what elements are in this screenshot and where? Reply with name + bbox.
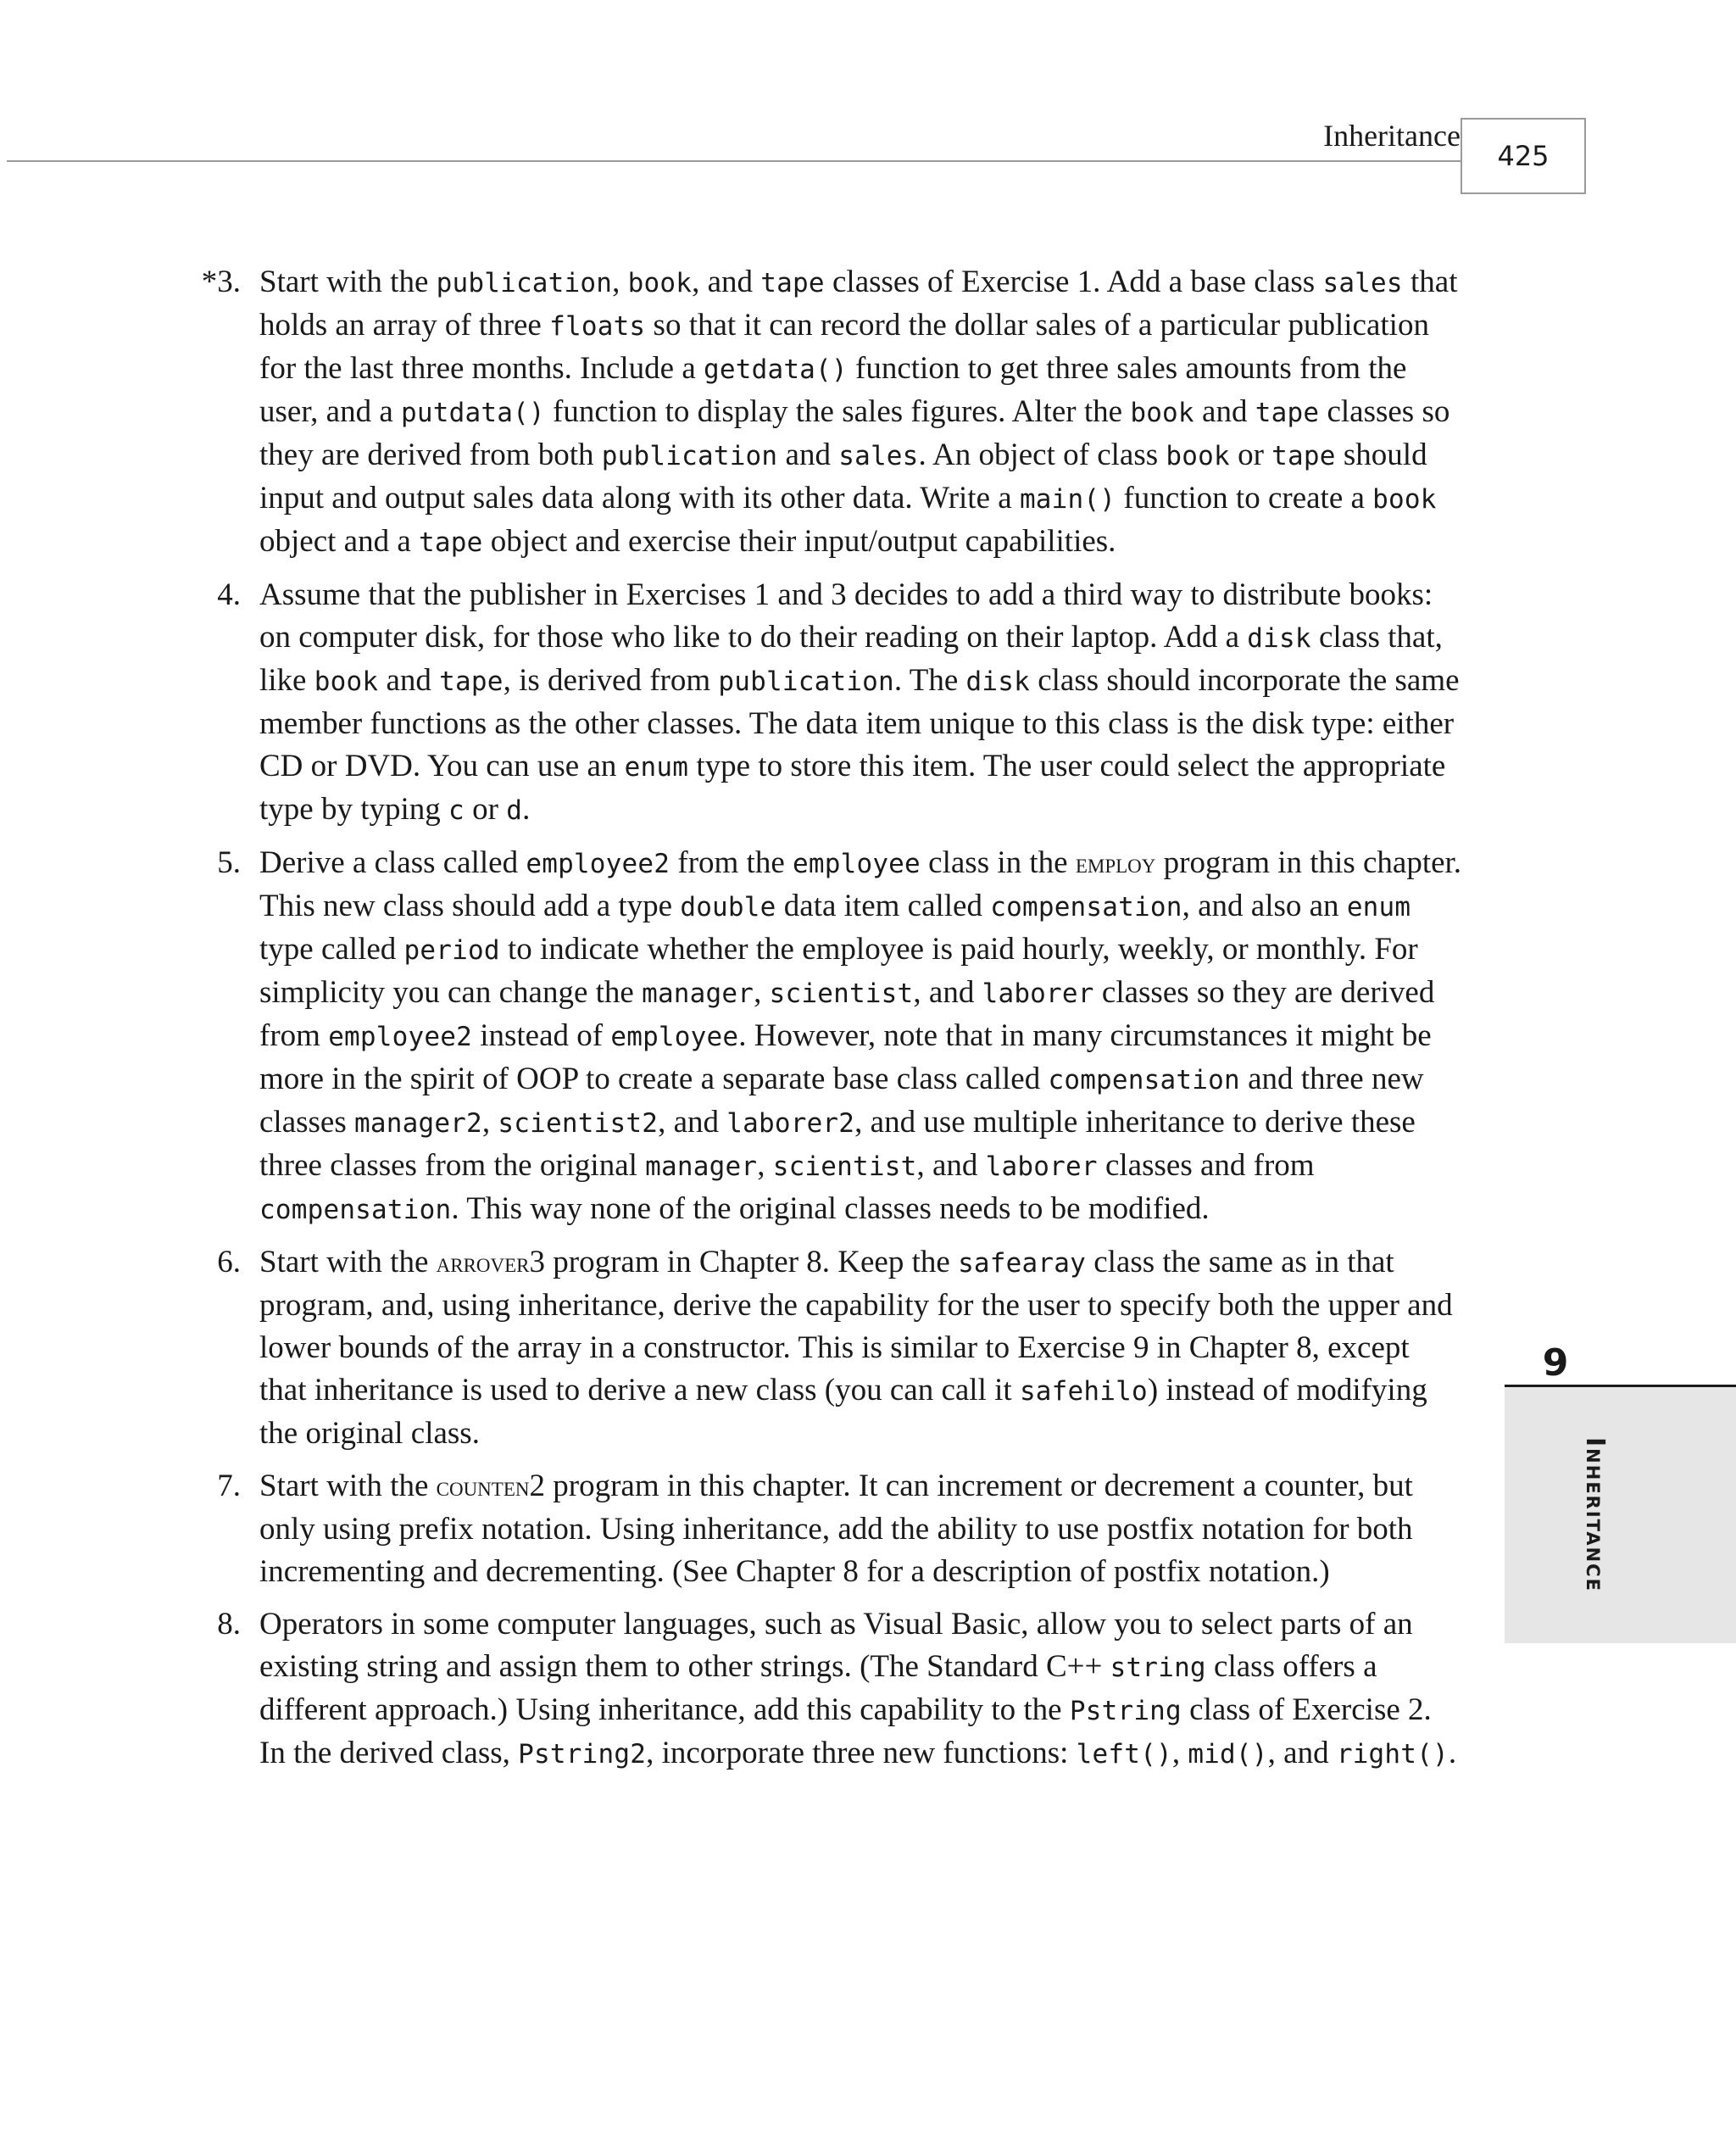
text-run: . The xyxy=(893,663,966,698)
text-run: , incorporate three new functions: xyxy=(646,1736,1077,1770)
text-run: and xyxy=(1194,394,1255,429)
text-run: 2 program in this chapter. It can increment or decrement a counter, but only using prefix notation. Using inheritance, add the ability to use postfix notation for both incrementing and decrementing. (See Chapter 8 for a description of postfix notation.) xyxy=(259,1469,1413,1589)
code-identifier: scientist xyxy=(769,978,914,1009)
text-run: object and exercise their input/output capabilities. xyxy=(482,524,1116,559)
exercise-text xyxy=(259,1603,1463,1775)
code-identifier: scientist2 xyxy=(498,1108,659,1139)
code-identifier: period xyxy=(403,935,500,966)
code-identifier: right() xyxy=(1336,1739,1449,1770)
exercise-item xyxy=(0,1465,1736,1593)
text-run: Assume that the publisher in Exercises 1 and 3 decides to add a third way to distribute books: on computer disk, for those who like to do their reading on their laptop. Add a xyxy=(259,577,1433,655)
exercise-item xyxy=(0,574,1736,832)
code-identifier: laborer xyxy=(982,978,1094,1009)
text-run: to indicate whether the employee is paid hourly, weekly, or monthly. For simplicity you can change the xyxy=(259,932,1418,1010)
code-identifier: sales xyxy=(838,441,919,471)
text-run: classes so they are derived from xyxy=(259,975,1435,1053)
code-identifier: tape xyxy=(1271,441,1336,471)
text-run: function to create a xyxy=(1116,481,1373,516)
code-identifier: publication xyxy=(601,441,778,471)
text-run: or xyxy=(1229,438,1272,472)
code-identifier: compensation xyxy=(1048,1065,1240,1095)
code-identifier: manager xyxy=(642,978,754,1009)
chapter-tab-label: Inheritance xyxy=(1580,1437,1610,1592)
program-name: employ xyxy=(1075,849,1156,879)
text-run: , is derived from xyxy=(503,663,719,698)
text-run: , xyxy=(481,1105,498,1140)
text-run: Start with the xyxy=(259,265,437,299)
code-identifier: d xyxy=(506,795,523,826)
text-run: , xyxy=(757,1148,773,1183)
text-run: program in this chapter. This new class should add a type xyxy=(259,845,1462,923)
text-run: type called xyxy=(259,932,404,967)
code-identifier: book xyxy=(1166,441,1230,471)
code-identifier: employee xyxy=(793,849,921,879)
code-identifier: tape xyxy=(419,527,483,558)
text-run: function to get three sales amounts from the user, and a xyxy=(259,351,1407,429)
text-run: class the same as in that program, and, using inheritance, derive the capability for the user to specify both the upper and lower bounds of the array in a constructor. This is similar to Exercise 9 in Chapter 8, except that inheritance is used to derive a new class (you can call it xyxy=(259,1245,1453,1407)
code-identifier: publication xyxy=(436,268,613,298)
text-run: , and use multiple inheritance to derive these three classes from the original xyxy=(259,1105,1416,1183)
exercise-item xyxy=(0,261,1736,564)
code-identifier: Pstring xyxy=(1069,1696,1182,1726)
exercise-item xyxy=(0,842,1736,1231)
exercise-item xyxy=(0,1241,1736,1455)
text-run: class of Exercise 2. In the derived class, xyxy=(259,1692,1432,1770)
text-run: Start with the xyxy=(259,1245,437,1279)
text-run: classes of Exercise 1. Add a base class xyxy=(824,265,1323,299)
code-identifier: safehilo xyxy=(1019,1376,1148,1407)
text-run: class offers a different approach.) Using inheritance, add this capability to the xyxy=(259,1649,1377,1727)
code-identifier: manager2 xyxy=(354,1108,482,1139)
text-run: Derive a class called xyxy=(259,845,526,880)
text-run: type to store this item. The user could select the appropriate type by typing xyxy=(259,749,1446,827)
text-run: so that it can record the dollar sales of a particular publication for the last three months. Include a xyxy=(259,308,1429,386)
code-identifier: compensation xyxy=(990,892,1182,923)
exercise-number: 8. xyxy=(217,1607,241,1642)
code-identifier: tape xyxy=(1255,398,1320,428)
text-run: , and xyxy=(916,1148,986,1183)
text-run: . xyxy=(1448,1736,1457,1770)
text-run: and xyxy=(777,438,839,472)
chapter-tab xyxy=(1505,1387,1736,1643)
exercise-text xyxy=(259,842,1463,1231)
code-identifier: sales xyxy=(1322,268,1403,298)
text-run: Start with the xyxy=(259,1469,437,1503)
code-identifier: publication xyxy=(718,666,894,697)
text-run: class should incorporate the same member functions as the other classes. The data item unique to this class is the disk type: either CD or DVD. You can use an xyxy=(259,663,1460,783)
code-identifier: laborer xyxy=(985,1151,1098,1182)
code-identifier: left() xyxy=(1076,1739,1172,1770)
program-name: arrover xyxy=(436,1248,530,1279)
exercise-text xyxy=(259,574,1463,832)
code-identifier: disk xyxy=(965,666,1030,697)
exercise-number: 6. xyxy=(217,1245,241,1279)
code-identifier: scientist xyxy=(772,1151,917,1182)
text-run: class in the xyxy=(920,845,1076,880)
code-identifier: enum xyxy=(1346,892,1411,923)
code-identifier: main() xyxy=(1019,484,1116,515)
running-header-title: Inheritance xyxy=(1323,119,1461,153)
code-identifier: tape xyxy=(760,268,825,298)
exercise-list xyxy=(0,261,1736,1786)
code-identifier: employee2 xyxy=(526,849,670,879)
code-identifier: book xyxy=(627,268,693,298)
text-run: classes so they are derived from both xyxy=(259,394,1450,472)
text-run: instead of xyxy=(471,1018,611,1053)
exercise-text xyxy=(259,1465,1463,1593)
text-run: 3 program in Chapter 8. Keep the xyxy=(529,1245,959,1279)
code-identifier: floats xyxy=(549,311,646,342)
code-identifier: employee xyxy=(610,1022,739,1052)
code-identifier: manager xyxy=(645,1151,758,1182)
code-identifier: safearay xyxy=(958,1248,1086,1279)
text-run: that holds an array of three xyxy=(259,265,1458,343)
text-run: , and xyxy=(1267,1736,1337,1770)
code-identifier: tape xyxy=(439,666,504,697)
exercise-number: 5. xyxy=(217,845,241,880)
exercise-text xyxy=(259,1241,1463,1455)
text-run: . This way none of the original classes needs to be modified. xyxy=(451,1191,1210,1226)
text-run: , and xyxy=(658,1105,727,1140)
text-run: , xyxy=(1171,1736,1188,1770)
text-run: class that, like xyxy=(259,620,1443,698)
text-run: from the xyxy=(670,845,793,880)
text-run: . xyxy=(522,792,531,827)
code-identifier: book xyxy=(1372,484,1437,515)
text-run: . However, note that in many circumstances it might be more in the spirit of OOP to create a separate base class called xyxy=(259,1018,1432,1096)
chapter-tab-number: 9 xyxy=(1542,1341,1569,1385)
text-run: , and xyxy=(692,265,761,299)
text-run: ) instead of modifying the original class. xyxy=(259,1373,1427,1451)
code-identifier: employee2 xyxy=(328,1022,472,1052)
page-number: 425 xyxy=(1461,118,1586,194)
text-run: , xyxy=(754,975,770,1010)
text-run: , and also an xyxy=(1182,889,1347,923)
header-rule xyxy=(7,160,1461,162)
code-identifier: getdata() xyxy=(704,354,848,385)
text-run: data item called xyxy=(776,889,991,923)
text-run: should input and output sales data along with its other data. Write a xyxy=(259,438,1427,516)
exercise-item xyxy=(0,1603,1736,1775)
text-run: classes and from xyxy=(1097,1148,1315,1183)
text-run: , xyxy=(612,265,628,299)
text-run: Operators in some computer languages, such as Visual Basic, allow you to select parts of an existing string and assign them to other strings. (The Standard C++ xyxy=(259,1607,1413,1684)
code-identifier: double xyxy=(680,892,776,923)
code-identifier: string xyxy=(1110,1653,1206,1683)
exercise-number: 7. xyxy=(217,1469,241,1503)
code-identifier: c xyxy=(448,795,465,826)
text-run: . An object of class xyxy=(918,438,1166,472)
program-name: counten xyxy=(436,1472,530,1502)
exercise-number: 4. xyxy=(217,577,241,612)
code-identifier: book xyxy=(314,666,379,697)
code-identifier: book xyxy=(1130,398,1194,428)
code-identifier: putdata() xyxy=(401,398,545,428)
code-identifier: enum xyxy=(624,752,689,783)
text-run: object and a xyxy=(259,524,419,559)
exercise-text xyxy=(259,261,1463,564)
code-identifier: compensation xyxy=(259,1195,452,1225)
text-run: and xyxy=(378,663,440,698)
code-identifier: Pstring2 xyxy=(518,1739,647,1770)
text-run: , and xyxy=(913,975,982,1010)
code-identifier: mid() xyxy=(1188,1739,1268,1770)
exercise-number: *3. xyxy=(201,265,241,299)
text-run: and three new classes xyxy=(259,1062,1424,1140)
code-identifier: disk xyxy=(1247,623,1311,654)
code-identifier: laborer2 xyxy=(726,1108,855,1139)
text-run: function to display the sales figures. Alter the xyxy=(544,394,1131,429)
text-run: or xyxy=(464,792,507,827)
